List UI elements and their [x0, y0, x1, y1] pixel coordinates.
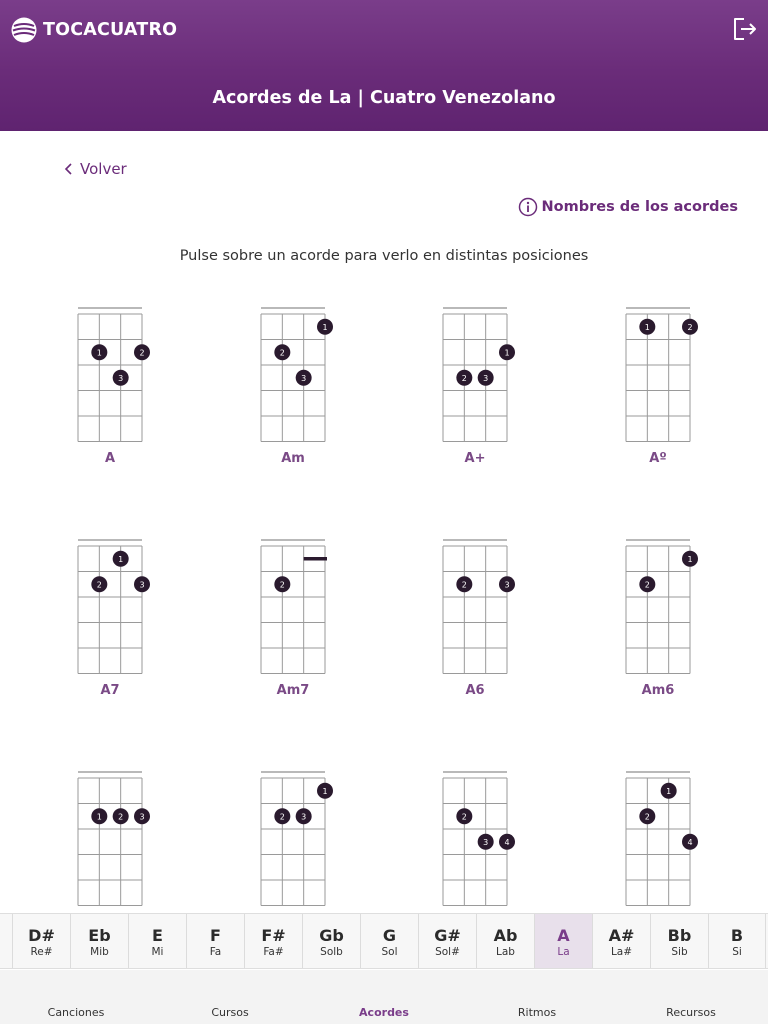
finger-number: 1	[687, 554, 693, 564]
note-name: Eb	[88, 926, 111, 945]
finger-number: 3	[139, 812, 145, 822]
note-key-si[interactable]	[708, 914, 766, 968]
tab-acordes[interactable]: Acordes	[359, 1006, 409, 1019]
finger-dot	[456, 370, 472, 386]
note-solfege: La#	[610, 946, 633, 958]
finger-dot	[134, 344, 150, 360]
finger-dot	[499, 834, 515, 850]
note-solfege: Mi	[151, 946, 164, 958]
finger-dot	[456, 576, 472, 592]
chord-chart[interactable]	[425, 539, 525, 739]
chord-name: Am	[281, 450, 305, 466]
finger-number: 2	[644, 812, 650, 822]
tab-cursos[interactable]: Cursos	[211, 1006, 249, 1019]
finger-number: 1	[322, 786, 328, 796]
note-solfege: Fa	[209, 946, 222, 958]
chord-chart[interactable]	[608, 539, 708, 739]
info-icon	[518, 197, 538, 217]
note-solfege: Lab	[496, 946, 515, 958]
chord-chart[interactable]	[60, 539, 160, 739]
logo-icon	[11, 17, 37, 43]
finger-number: 4	[687, 837, 693, 847]
chord-name: Am6	[641, 682, 675, 698]
finger-number: 1	[96, 348, 102, 358]
note-solfege: Sib	[671, 946, 688, 958]
finger-number: 3	[139, 580, 145, 590]
note-solfege: Solb	[320, 946, 343, 958]
chord-diagram	[60, 771, 160, 911]
logout-button[interactable]	[732, 17, 758, 41]
chord-diagram	[60, 307, 160, 447]
finger-dot	[134, 576, 150, 592]
brand-name: TOCACUATRO	[43, 20, 178, 40]
finger-dot	[478, 370, 494, 386]
finger-number: 1	[96, 812, 102, 822]
chord-name: A6	[465, 682, 485, 698]
chord-chart[interactable]	[243, 539, 343, 739]
finger-number: 3	[301, 373, 307, 383]
note-solfege: Re#	[30, 946, 53, 958]
finger-number: 3	[301, 812, 307, 822]
chord-chart[interactable]	[60, 307, 160, 507]
chord-name: Am7	[276, 682, 310, 698]
tab-recursos[interactable]: Recursos	[666, 1006, 716, 1019]
finger-dot	[639, 808, 655, 824]
finger-number: 2	[279, 812, 285, 822]
finger-dot	[682, 319, 698, 335]
finger-dot	[296, 808, 312, 824]
note-key-fa-sharp[interactable]	[244, 914, 302, 968]
page-title: Acordes de La | Cuatro Venezolano	[212, 88, 556, 108]
finger-dot	[113, 370, 129, 386]
finger-number: 3	[504, 580, 510, 590]
note-key-mib[interactable]	[70, 914, 128, 968]
finger-dot	[134, 808, 150, 824]
finger-number: 2	[96, 580, 102, 590]
finger-number: 2	[139, 348, 145, 358]
finger-dot	[682, 834, 698, 850]
app-header	[0, 0, 768, 131]
note-selector	[0, 913, 768, 969]
chord-chart[interactable]	[608, 307, 708, 507]
finger-dot	[682, 551, 698, 567]
chord-names-link[interactable]	[518, 197, 738, 217]
note-name: E	[152, 926, 163, 945]
bottom-tab-bar	[0, 970, 768, 1024]
chord-diagram	[243, 539, 343, 679]
back-label: Volver	[80, 160, 127, 178]
logout-icon	[732, 17, 758, 41]
note-key-la-sharp[interactable]	[592, 914, 650, 968]
finger-dot	[317, 319, 333, 335]
finger-number: 1	[504, 348, 510, 358]
finger-number: 1	[666, 786, 672, 796]
note-name: B	[730, 926, 744, 945]
finger-dot	[91, 808, 107, 824]
finger-dot	[456, 808, 472, 824]
finger-dot	[296, 370, 312, 386]
finger-dot	[91, 344, 107, 360]
finger-dot	[113, 808, 129, 824]
note-key-sib[interactable]	[650, 914, 708, 968]
note-name: D#	[28, 926, 55, 945]
note-name: F	[210, 926, 221, 945]
chord-chart[interactable]	[243, 307, 343, 507]
brand-logo[interactable]	[11, 17, 177, 43]
finger-number: 1	[644, 322, 650, 332]
finger-number: 3	[118, 373, 124, 383]
chevron-left-icon	[64, 162, 74, 176]
note-solfege: Si	[732, 946, 742, 958]
note-name: Gb	[319, 926, 344, 945]
finger-dot	[113, 551, 129, 567]
note-solfege: Fa#	[263, 946, 284, 958]
finger-number: 1	[118, 554, 124, 564]
instruction-text: Pulse sobre un acorde para verlo en distintas posiciones	[179, 248, 589, 264]
chord-diagram	[608, 771, 708, 911]
finger-number: 1	[322, 322, 328, 332]
chord-name: A+	[464, 450, 486, 466]
chord-diagram	[60, 539, 160, 679]
note-name: A	[557, 926, 570, 945]
note-key-fa[interactable]	[186, 914, 244, 968]
finger-number: 4	[504, 837, 510, 847]
finger-number: 2	[644, 580, 650, 590]
chord-name: A	[104, 450, 116, 466]
note-key-solb[interactable]	[302, 914, 360, 968]
finger-number: 2	[461, 580, 467, 590]
finger-dot	[274, 344, 290, 360]
finger-dot	[499, 576, 515, 592]
tab-ritmos[interactable]: Ritmos	[517, 1006, 557, 1019]
finger-dot	[317, 783, 333, 799]
chord-diagram	[243, 771, 343, 911]
chord-diagram	[425, 771, 525, 911]
finger-number: 2	[279, 348, 285, 358]
finger-dot	[639, 319, 655, 335]
finger-number: 2	[461, 812, 467, 822]
finger-dot	[639, 576, 655, 592]
note-key-sol-sharp[interactable]	[418, 914, 476, 968]
back-button[interactable]	[64, 160, 127, 178]
note-name: Ab	[493, 926, 518, 945]
chord-diagram	[243, 307, 343, 447]
chord-name: A7	[100, 682, 120, 698]
chord-diagram	[425, 539, 525, 679]
chord-chart[interactable]	[425, 307, 525, 507]
finger-number: 3	[483, 837, 489, 847]
finger-dot	[478, 834, 494, 850]
note-key-la[interactable]	[534, 914, 592, 968]
note-name: F#	[261, 926, 286, 945]
note-key-sol[interactable]	[360, 914, 418, 968]
note-solfege: Sol#	[435, 946, 460, 958]
note-name: G	[382, 926, 397, 945]
note-key-re-sharp[interactable]	[12, 914, 70, 968]
note-solfege: Sol	[381, 946, 398, 958]
note-name: G#	[434, 926, 461, 945]
finger-dot	[499, 344, 515, 360]
note-solfege: La	[557, 946, 570, 958]
finger-dot	[274, 808, 290, 824]
note-name: Bb	[667, 926, 692, 945]
finger-number: 2	[461, 373, 467, 383]
chord-names-label: Nombres de los acordes	[541, 199, 738, 215]
finger-number: 2	[118, 812, 124, 822]
finger-number: 3	[483, 373, 489, 383]
note-solfege: Mib	[90, 946, 109, 958]
finger-number: 2	[279, 580, 285, 590]
chord-diagram	[608, 307, 708, 447]
note-key-mi[interactable]	[128, 914, 186, 968]
chord-name: Aº	[649, 450, 667, 466]
finger-dot	[661, 783, 677, 799]
finger-dot	[274, 576, 290, 592]
chord-diagram	[608, 539, 708, 679]
finger-dot	[91, 576, 107, 592]
tab-canciones[interactable]: Canciones	[47, 1006, 105, 1019]
note-key-lab[interactable]	[476, 914, 534, 968]
finger-number: 2	[687, 322, 693, 332]
note-name: A#	[608, 926, 635, 945]
chord-diagram	[425, 307, 525, 447]
